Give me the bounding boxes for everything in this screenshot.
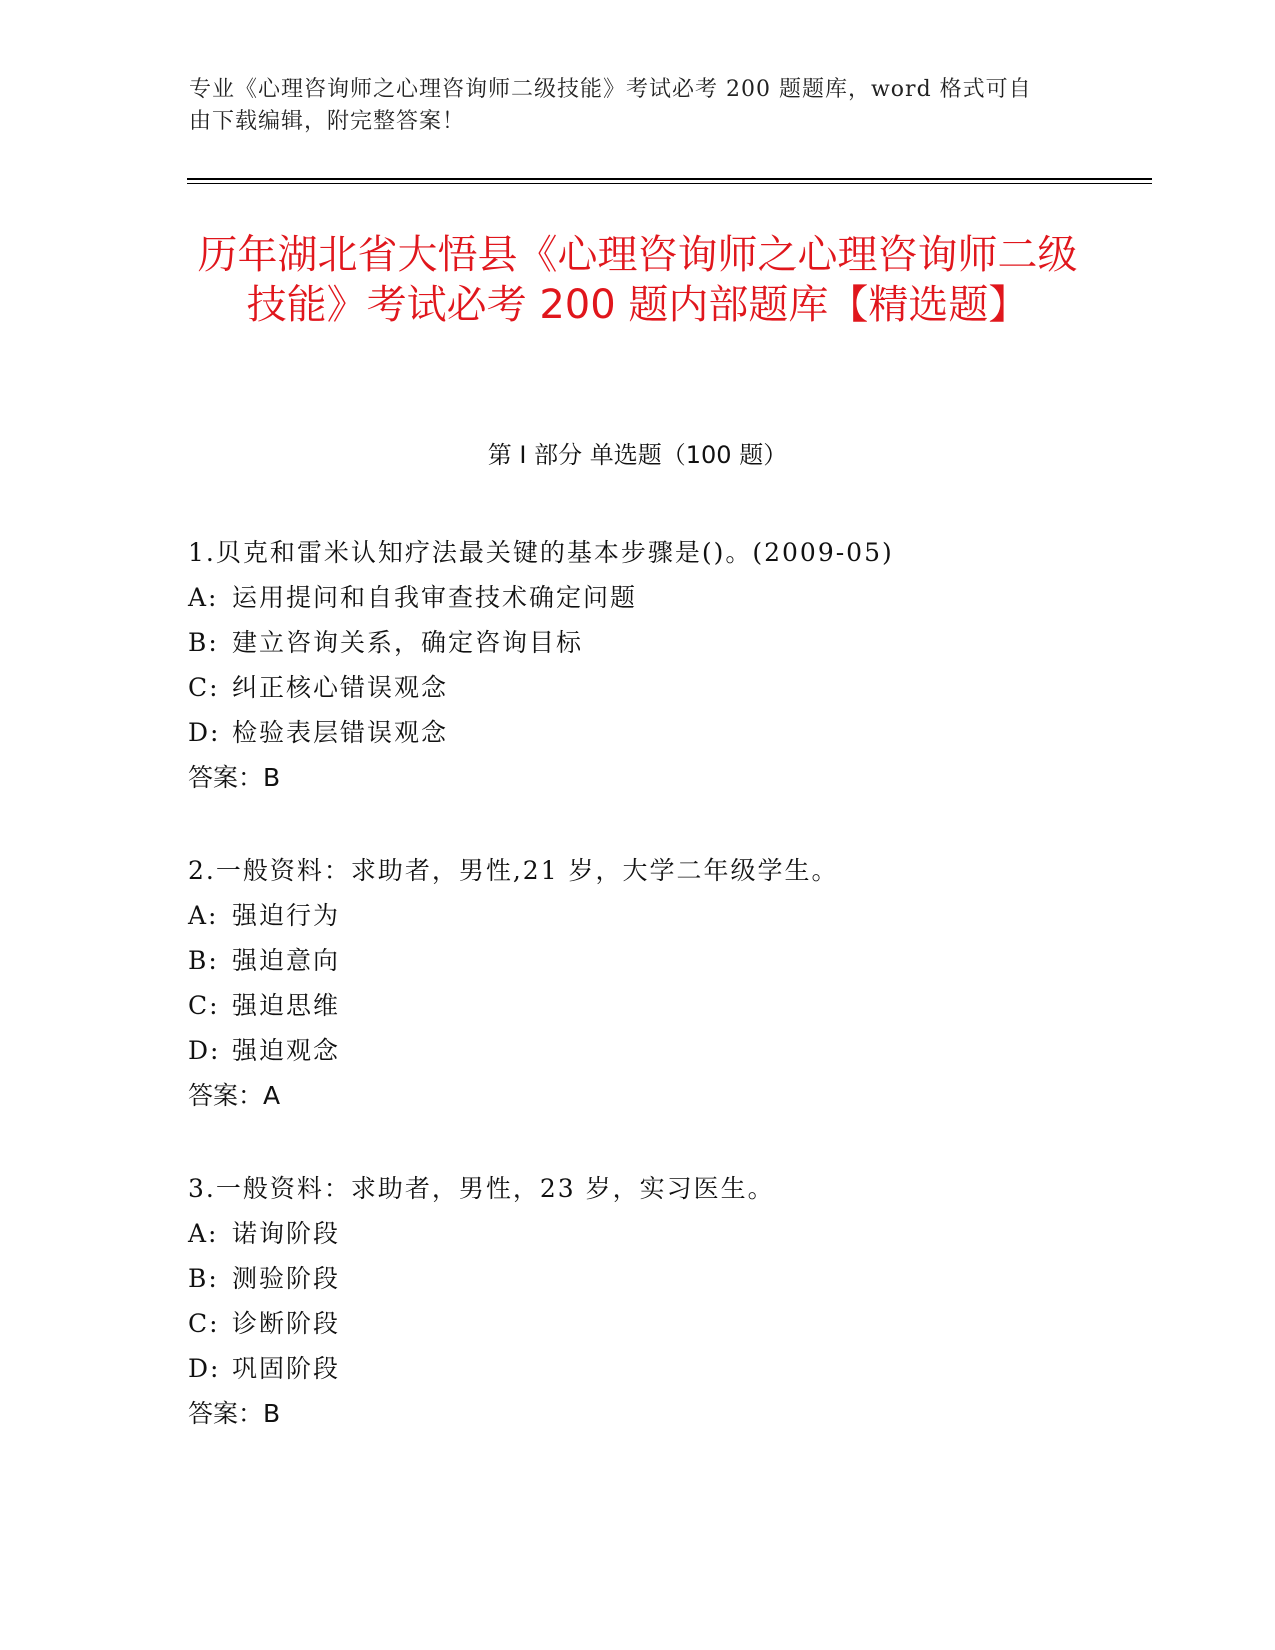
answer-line: 答案：B <box>188 1399 281 1428</box>
intro-text <box>189 74 1089 138</box>
option-letter: D: <box>188 1036 221 1065</box>
option-c <box>188 983 1148 1028</box>
option-letter: A: <box>188 583 219 612</box>
option-c <box>188 1301 1148 1346</box>
question-stem: 2.一般资料：求助者，男性,21 岁，大学二年级学生。 <box>188 856 839 885</box>
section-heading: 第 I 部分 单选题（100 题） <box>487 441 788 469</box>
option-d <box>188 1346 1148 1391</box>
option-b <box>188 938 1148 983</box>
option-text: 诺询阶段 <box>232 1219 341 1248</box>
question-1 <box>188 530 1148 800</box>
option-text: 测验阶段 <box>232 1264 341 1293</box>
option-letter: B: <box>188 946 219 975</box>
question-2 <box>188 848 1148 1118</box>
option-text: 巩固阶段 <box>232 1354 341 1383</box>
option-text: 运用提问和自我审查技术确定问题 <box>232 583 638 612</box>
option-text: 纠正核心错误观念 <box>232 673 449 702</box>
question-stem: 1.贝克和雷米认知疗法最关键的基本步骤是()。(2009-05) <box>188 538 894 567</box>
option-letter: B: <box>188 628 219 657</box>
option-text: 检验表层错误观念 <box>232 718 449 747</box>
option-text: 建立咨询关系，确定咨询目标 <box>232 628 584 657</box>
option-c <box>188 665 1148 710</box>
intro-line-1: 专业《心理咨询师之心理咨询师二级技能》考试必考 200 题题库，word 格式可自 <box>189 77 1032 102</box>
option-a <box>188 575 1148 620</box>
question-stem: 3.一般资料：求助者，男性，23 岁，实习医生。 <box>188 1174 775 1203</box>
option-text: 强迫行为 <box>232 901 341 930</box>
document-title: 历年湖北省大悟县《心理咨询师之心理咨询师二级技能》考试必考 200 题内部题库【精选题】 <box>197 232 1078 328</box>
option-text: 诊断阶段 <box>232 1309 341 1338</box>
header-divider-thick <box>187 178 1152 180</box>
option-a <box>188 893 1148 938</box>
intro-line-2: 由下载编辑，附完整答案！ <box>189 109 466 134</box>
option-letter: D: <box>188 1354 221 1383</box>
option-letter: C: <box>188 1309 220 1338</box>
option-letter: B: <box>188 1264 219 1293</box>
question-3 <box>188 1166 1148 1436</box>
option-letter: A: <box>188 901 219 930</box>
option-b <box>188 620 1148 665</box>
option-a <box>188 1211 1148 1256</box>
option-text: 强迫意向 <box>232 946 341 975</box>
answer-line: 答案：A <box>188 1081 281 1110</box>
option-text: 强迫思维 <box>232 991 341 1020</box>
header-divider-thin <box>187 183 1152 184</box>
option-letter: A: <box>188 1219 219 1248</box>
option-text: 强迫观念 <box>232 1036 341 1065</box>
option-letter: C: <box>188 991 220 1020</box>
option-d <box>188 1028 1148 1073</box>
option-b <box>188 1256 1148 1301</box>
answer-line: 答案：B <box>188 763 281 792</box>
option-letter: C: <box>188 673 220 702</box>
option-letter: D: <box>188 718 221 747</box>
option-d <box>188 710 1148 755</box>
